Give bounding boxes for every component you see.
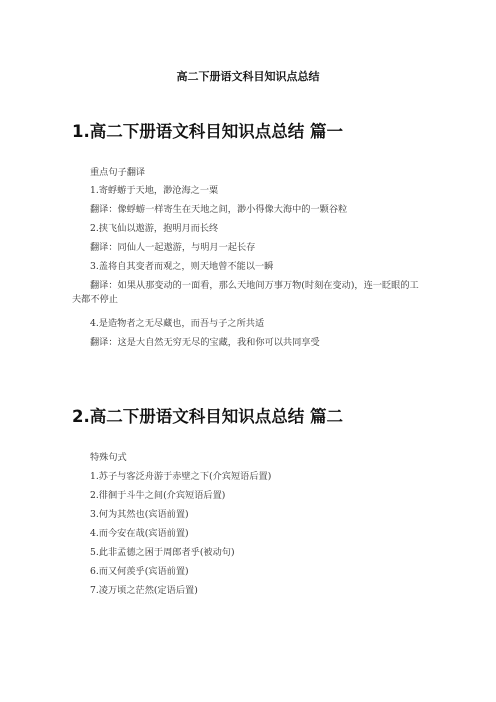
paragraph: 特殊句式 [90, 452, 127, 463]
paragraph: 1.苏子与客泛舟游于赤壁之下(介宾短语后置) [90, 471, 272, 482]
paragraph: 1.寄蜉蝣于天地，渺沧海之一粟 [90, 185, 219, 196]
paragraph: 5.此非孟德之困于周郎者乎(被动句) [90, 547, 235, 558]
section-heading-1: 1.高二下册语文科目知识点总结 篇一 [72, 122, 343, 141]
paragraph: 4.而今安在哉(宾语前置) [90, 528, 189, 539]
paragraph: 翻译：如果从那变动的一面看，那么天地间万事万物(时刻在变动)，连一眨眼的工夫都不停止 [72, 280, 419, 305]
paragraph: 4.是造物者之无尽藏也，而吾与子之所共适 [90, 318, 265, 329]
document-title: 高二下册语文科目知识点总结 [176, 70, 320, 83]
paragraph: 7.凌万顷之茫然(定语后置) [90, 585, 198, 596]
paragraph: 翻译：像蜉蝣一样寄生在天地之间，渺小得像大海中的一颗谷粒 [90, 204, 348, 215]
paragraph: 6.而又何羡乎(宾语前置) [90, 566, 189, 577]
paragraph: 2.挟飞仙以遨游，抱明月而长终 [90, 223, 219, 234]
paragraph: 重点句子翻译 [90, 167, 146, 178]
paragraph: 3.何为其然也(宾语前置) [90, 509, 189, 520]
paragraph: 3.盖将自其变者而观之，则天地曾不能以一瞬 [90, 261, 274, 272]
paragraph: 翻译：同仙人一起遨游，与明月一起长存 [90, 242, 256, 253]
paragraph: 2.徘徊于斗牛之间(介宾短语后置) [90, 490, 226, 501]
paragraph: 翻译：这是大自然无穷无尽的宝藏，我和你可以共同享受 [90, 337, 320, 348]
section-heading-2: 2.高二下册语文科目知识点总结 篇二 [72, 407, 343, 426]
